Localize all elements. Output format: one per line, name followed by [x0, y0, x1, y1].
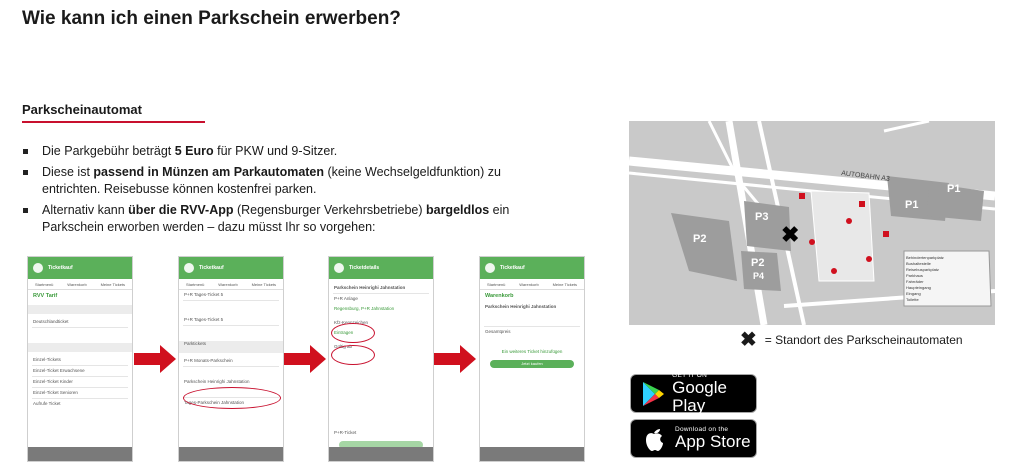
parking-label: P1	[947, 183, 961, 195]
highlight-circle	[183, 387, 281, 409]
app-tab: Warenkorb	[67, 281, 87, 287]
map-legend-item: Eingang	[906, 291, 921, 296]
parking-label: P2	[693, 233, 707, 245]
bullet-span: Alternativ kann	[42, 203, 129, 217]
app-row: Parktickets	[184, 341, 207, 346]
bullet-text	[42, 165, 501, 196]
app-tab: Meine Tickets	[251, 281, 277, 287]
app-row: Einzel-Ticket Erwachsene	[33, 368, 85, 373]
app-row: Gültig ab	[334, 344, 353, 349]
app-tab: Startmenü	[34, 281, 54, 287]
arrow-right-icon	[434, 345, 476, 373]
app-section-bar	[179, 341, 283, 353]
parking-label: P3	[755, 211, 769, 223]
app-header	[480, 257, 584, 279]
highlight-circle	[331, 323, 375, 343]
app-footer	[480, 447, 584, 461]
back-icon	[334, 263, 344, 273]
app-row-detail	[179, 326, 283, 338]
map-legend-item: Toilette	[906, 297, 919, 302]
app-row: Aufrufe Ticket	[33, 401, 61, 406]
app-row-detail	[179, 301, 283, 315]
map-legend-item: Behindertenparkplatz	[906, 255, 944, 260]
section-heading: Parkscheinautomat	[22, 102, 142, 117]
badge-big-text: Google Play	[672, 378, 727, 415]
app-row-detail	[480, 312, 584, 326]
app-row-detail	[179, 367, 283, 377]
bullet-span: (Regensburger Verkehrsbetriebe)	[233, 203, 426, 217]
bullet-span: (keine Wechselgeldfunktion) zu entrichten. Reisebusse können kostenfrei parken.	[42, 165, 501, 196]
app-header	[179, 257, 283, 279]
app-screenshot-1	[27, 256, 133, 462]
app-header-title: Ticketkauf	[48, 265, 73, 271]
menu-icon	[184, 263, 194, 273]
marker-legend	[740, 330, 963, 350]
menu-icon	[485, 263, 495, 273]
app-row: P+R-Ticket	[334, 430, 357, 435]
badge-small-text: Download on the	[675, 426, 729, 433]
map-legend-item: Haupteingang	[906, 285, 931, 290]
app-row: Einzel-Ticket Senioren	[33, 390, 78, 395]
bullet-span: Diese ist	[42, 165, 94, 179]
app-row: Einzel-Ticket Kinder	[33, 379, 73, 384]
app-tab: Startmenü	[486, 281, 506, 287]
close-x-icon: ✖	[740, 329, 757, 351]
bullet-span: für PKW und 9-Sitzer.	[213, 144, 338, 158]
bullet-emphasis: passend in Münzen am Parkautomaten	[93, 165, 325, 179]
app-screenshot-3	[328, 256, 434, 462]
parking-label: P4	[753, 271, 765, 281]
app-section-bar	[28, 305, 132, 314]
bullet-text	[42, 203, 509, 234]
app-row: Tages-Parkschein Jahnstation	[184, 400, 245, 405]
google-play-icon	[639, 379, 666, 409]
app-footer	[28, 447, 132, 461]
bullet-span: Die Parkgebühr beträgt	[42, 144, 175, 158]
bullet-item	[22, 202, 522, 236]
app-tabs	[179, 279, 283, 290]
menu-icon	[33, 263, 43, 273]
app-tabs	[480, 279, 584, 290]
app-row: Parkschein Heinrighi Jahnstation	[184, 379, 250, 384]
arrow-right-icon	[284, 345, 326, 373]
app-screenshot-2	[178, 256, 284, 462]
app-header	[28, 257, 132, 279]
app-row: Gesamtpreis	[485, 329, 511, 334]
bullet-span: ein Parkschein erworben werden – dazu müsst Ihr so vorgehen:	[42, 203, 510, 234]
app-row: Einzel-Tickets	[33, 357, 61, 362]
page-title: Wie kann ich einen Parkschein erwerben?	[22, 8, 401, 29]
app-heading: Parkschein Heinrighi Jahnstation	[334, 285, 406, 290]
app-screenshot-4	[479, 256, 585, 462]
app-row: P+R Tages-Ticket 5	[184, 292, 224, 297]
app-heading: Warenkorb	[485, 293, 514, 299]
marker-legend-text: = Standort des Parkscheinautomaten	[764, 333, 963, 347]
google-play-badge[interactable]	[630, 374, 757, 413]
app-header	[329, 257, 433, 279]
app-tab: Startmenü	[185, 281, 205, 287]
app-row: P+R Monats-Parkschein	[184, 358, 233, 363]
bullet-emphasis: über die RVV-App	[128, 203, 234, 217]
app-row: P+R Anlage	[334, 296, 358, 301]
app-header-title: Ticketkauf	[199, 265, 224, 271]
bullet-emphasis: bargeldlos	[425, 203, 490, 217]
app-tab: Meine Tickets	[552, 281, 578, 287]
app-row-detail	[28, 328, 132, 340]
app-row: Regensburg, P+R Jahnstation	[334, 306, 395, 311]
buy-button: Jetzt kaufen	[490, 360, 574, 368]
app-header-title: Ticketdetails	[349, 265, 380, 271]
bullet-marker	[23, 149, 28, 154]
map-legend-item: Parkhaus	[906, 273, 923, 278]
badge-big-text: App Store	[675, 432, 751, 451]
app-tab: Warenkorb	[218, 281, 238, 287]
app-row: Deutschlandticket	[33, 319, 69, 324]
map-legend	[906, 255, 990, 303]
map-legend-item: Fahrräder	[906, 279, 924, 284]
app-tabs	[28, 279, 132, 290]
app-row: Kfz-Kennzeichen	[334, 320, 369, 325]
app-store-badge[interactable]	[630, 419, 757, 458]
map-legend-item: Bushaltestelle	[906, 261, 931, 266]
bullet-list	[22, 143, 522, 240]
app-row: Eintragen	[334, 330, 354, 335]
bullet-marker	[23, 170, 28, 175]
highlight-circle	[331, 345, 375, 365]
badge-small-text: GET IT ON	[672, 372, 708, 379]
app-footer	[179, 447, 283, 461]
bullet-text	[42, 144, 337, 158]
app-heading: RVV Tarif	[33, 293, 58, 299]
road-label: AUTOBAHN A3	[840, 170, 891, 183]
app-tab: Meine Tickets	[100, 281, 126, 287]
app-header-title: Ticketkauf	[500, 265, 525, 271]
parking-label: P2	[751, 257, 765, 269]
app-row: Ein weiteres Ticket hinzufügen	[501, 349, 563, 354]
arrow-right-icon	[134, 345, 176, 373]
apple-icon	[639, 424, 669, 454]
bullet-item	[22, 164, 522, 198]
app-tab: Warenkorb	[519, 281, 539, 287]
app-row: Parkschein Heinrighi Jahnstation	[485, 304, 557, 309]
parking-label: P1	[905, 199, 919, 211]
section-underline	[22, 121, 205, 123]
app-section-bar	[28, 343, 132, 352]
bullet-emphasis: 5 Euro	[174, 144, 214, 158]
svg-text:✖: ✖	[781, 222, 800, 247]
map-legend-item: Reisebusparkplatz	[906, 267, 939, 272]
bullet-marker	[23, 208, 28, 213]
app-row: P+R Tages-Ticket 5	[184, 317, 224, 322]
app-footer	[329, 447, 433, 461]
bullet-item	[22, 143, 522, 160]
parking-map	[629, 121, 995, 325]
